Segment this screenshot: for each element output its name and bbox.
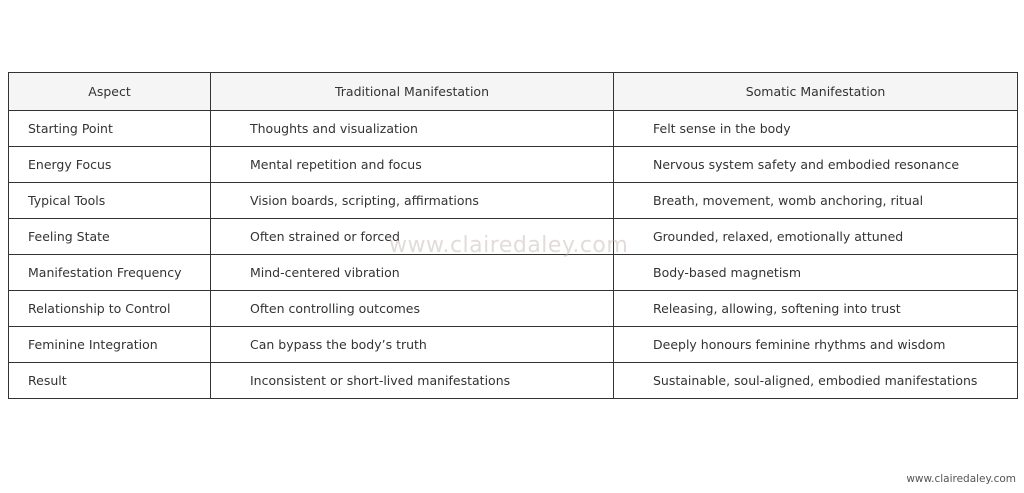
- watermark: www.clairedaley.com: [389, 233, 629, 258]
- cell-aspect: Result: [9, 363, 211, 399]
- cell-aspect: Manifestation Frequency: [9, 255, 211, 291]
- cell-traditional: Mind-centered vibration: [211, 255, 614, 291]
- table-row: [9, 219, 1018, 255]
- cell-somatic: Nervous system safety and embodied resonance: [614, 147, 1018, 183]
- comparison-table: [8, 72, 1018, 399]
- cell-somatic: Body-based magnetism: [614, 255, 1018, 291]
- column-header-traditional: Traditional Manifestation: [211, 73, 614, 111]
- table-row: [9, 363, 1018, 399]
- cell-aspect: Typical Tools: [9, 183, 211, 219]
- cell-somatic: Deeply honours feminine rhythms and wisdom: [614, 327, 1018, 363]
- table-row: [9, 147, 1018, 183]
- table-header-row: [9, 73, 1018, 111]
- table-row: [9, 111, 1018, 147]
- cell-traditional: Mental repetition and focus: [211, 147, 614, 183]
- cell-aspect: Energy Focus: [9, 147, 211, 183]
- cell-aspect: Relationship to Control: [9, 291, 211, 327]
- cell-aspect: Feminine Integration: [9, 327, 211, 363]
- cell-traditional: Vision boards, scripting, affirmations: [211, 183, 614, 219]
- column-header-somatic: Somatic Manifestation: [614, 73, 1018, 111]
- column-header-aspect: Aspect: [9, 73, 211, 111]
- cell-aspect: Starting Point: [9, 111, 211, 147]
- cell-somatic: Grounded, relaxed, emotionally attuned: [614, 219, 1018, 255]
- cell-traditional: Thoughts and visualization: [211, 111, 614, 147]
- footer-credit: www.clairedaley.com: [906, 473, 1016, 485]
- cell-somatic: Breath, movement, womb anchoring, ritual: [614, 183, 1018, 219]
- cell-traditional: Can bypass the body’s truth: [211, 327, 614, 363]
- table-row: [9, 327, 1018, 363]
- cell-somatic: Sustainable, soul-aligned, embodied manifestations: [614, 363, 1018, 399]
- cell-traditional: Often strained or forced: [211, 219, 614, 255]
- cell-somatic: Felt sense in the body: [614, 111, 1018, 147]
- table-row: [9, 183, 1018, 219]
- cell-aspect: Feeling State: [9, 219, 211, 255]
- table-row: [9, 255, 1018, 291]
- table-row: [9, 291, 1018, 327]
- cell-somatic: Releasing, allowing, softening into trust: [614, 291, 1018, 327]
- cell-traditional: Inconsistent or short-lived manifestations: [211, 363, 614, 399]
- cell-traditional: Often controlling outcomes: [211, 291, 614, 327]
